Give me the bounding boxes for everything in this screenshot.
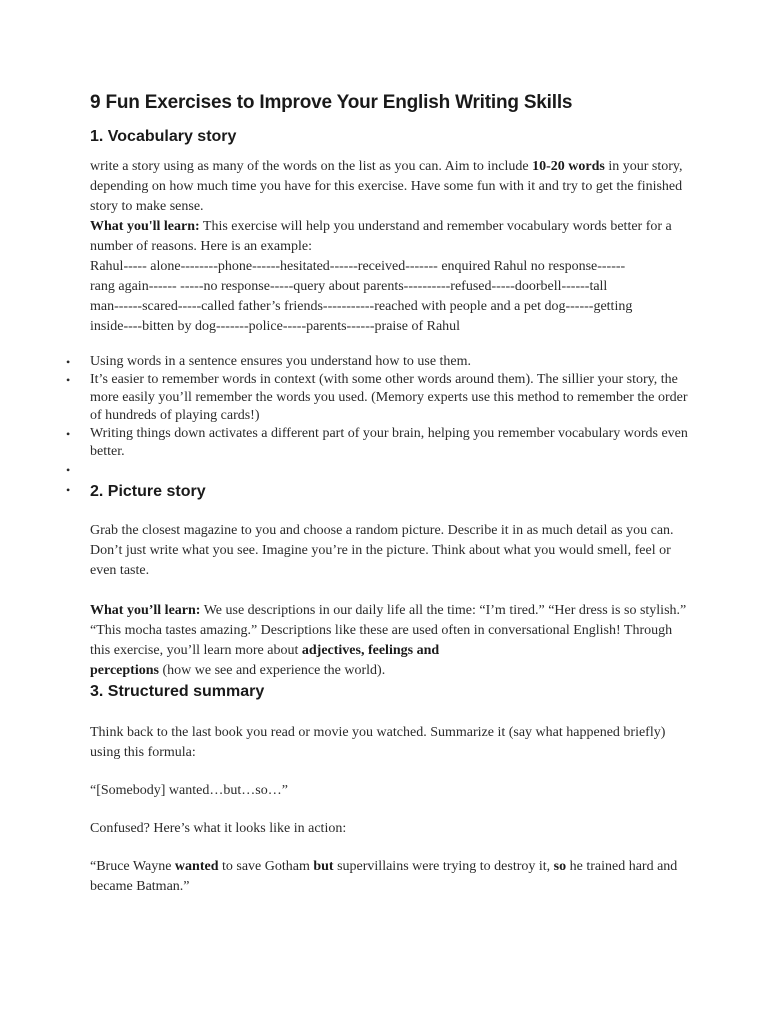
example-line: Rahul----- alone--------phone------hesitated------received------- enquired Rahul no response------ [90, 259, 626, 274]
picture-learn-paragraph [90, 601, 690, 681]
section-heading-picture-story: 2. Picture story [90, 483, 206, 500]
vocabulary-benefits-list [66, 353, 690, 479]
example-line: rang again------ -----no response-----query about parents----------refused-----doorbell------tall [90, 279, 608, 294]
learn-text: (how we see and experience the world). [158, 663, 386, 678]
list-item-text: It’s easier to remember words in context (with some other words around them). The sillier your story, the more easily you’ll remember the words you used. (Memory experts use this method to remember the order of hundreds of playing cards!) [90, 372, 688, 423]
learn-label: What you’ll learn: [90, 603, 201, 618]
example-line: inside----bitten by dog-------police-----parents------praise of Rahul [90, 319, 461, 334]
learn-label: What you'll learn: [90, 219, 200, 234]
summary-example [90, 857, 690, 897]
learn-text: We use descriptions in our daily life all the time: “I’m tired.” “Her dress is so stylish.” “This mocha tastes amazing.” Descriptions like these are used often in conversational English! Through this exercise, you’ll learn more about [90, 603, 687, 658]
list-item-text: Writing things down activates a different part of your brain, helping you remember vocabulary words even better. [90, 426, 688, 459]
summary-confused-text: Confused? Here’s what it looks like in action: [90, 821, 347, 836]
document-page [66, 90, 690, 897]
summary-paragraph: Think back to the last book you read or movie you watched. Summarize it (say what happened briefly) using this formula: [90, 725, 666, 760]
bullet-icon: • [66, 355, 71, 369]
list-item [66, 461, 690, 479]
vocabulary-intro-paragraph [90, 157, 690, 217]
bullet-icon: • [66, 373, 71, 387]
example-bold: wanted [174, 859, 219, 874]
example-text: to save Gotham [218, 859, 314, 874]
section-heading-vocabulary-story: 1. Vocabulary story [90, 128, 237, 145]
vocabulary-learn-paragraph [90, 217, 690, 257]
list-item-text: Using words in a sentence ensures you understand how to use them. [90, 354, 472, 369]
intro-text-a: write a story using as many of the words on the list as you can. Aim to include [90, 159, 533, 174]
summary-formula: “[Somebody] wanted…but…so…” [90, 783, 288, 798]
example-bold: but [313, 859, 334, 874]
learn-text: This exercise will help you understand and remember vocabulary words better for a number of reasons. Here is an example: [90, 219, 672, 254]
list-item [66, 425, 690, 461]
picture-story-paragraph: Grab the closest magazine to you and choose a random picture. Describe it in as much detail as you can. Don’t just write what you see. Imagine you’re in the picture. Think about what you would smell, feel or even taste. [90, 523, 674, 578]
example-line: man------scared-----called father’s friends-----------reached with people and a pet dog------getting [90, 299, 633, 314]
learn-bold: adjectives, feelings and [301, 643, 440, 658]
example-text: “Bruce Wayne [90, 859, 175, 874]
bullet-icon: • [66, 463, 71, 477]
list-item [66, 353, 690, 371]
example-text: supervillains were trying to destroy it, [333, 859, 554, 874]
vocabulary-example [90, 257, 690, 337]
example-text: he trained hard and became Batman.” [90, 859, 678, 894]
section-heading-structured-summary: 3. Structured summary [90, 683, 265, 700]
section-picture-story [66, 481, 690, 503]
bullet-icon: • [66, 483, 71, 497]
example-bold: so [553, 859, 567, 874]
page-title: 9 Fun Exercises to Improve Your English Writing Skills [90, 92, 573, 113]
intro-text-b: in your story, depending on how much time you have for this exercise. Have some fun with it and try to get the finished story to make sense. [90, 159, 683, 214]
bullet-icon: • [66, 427, 71, 441]
intro-bold-word-count: 10-20 words [532, 159, 605, 174]
list-item [66, 371, 690, 425]
learn-bold: perceptions [90, 663, 159, 678]
